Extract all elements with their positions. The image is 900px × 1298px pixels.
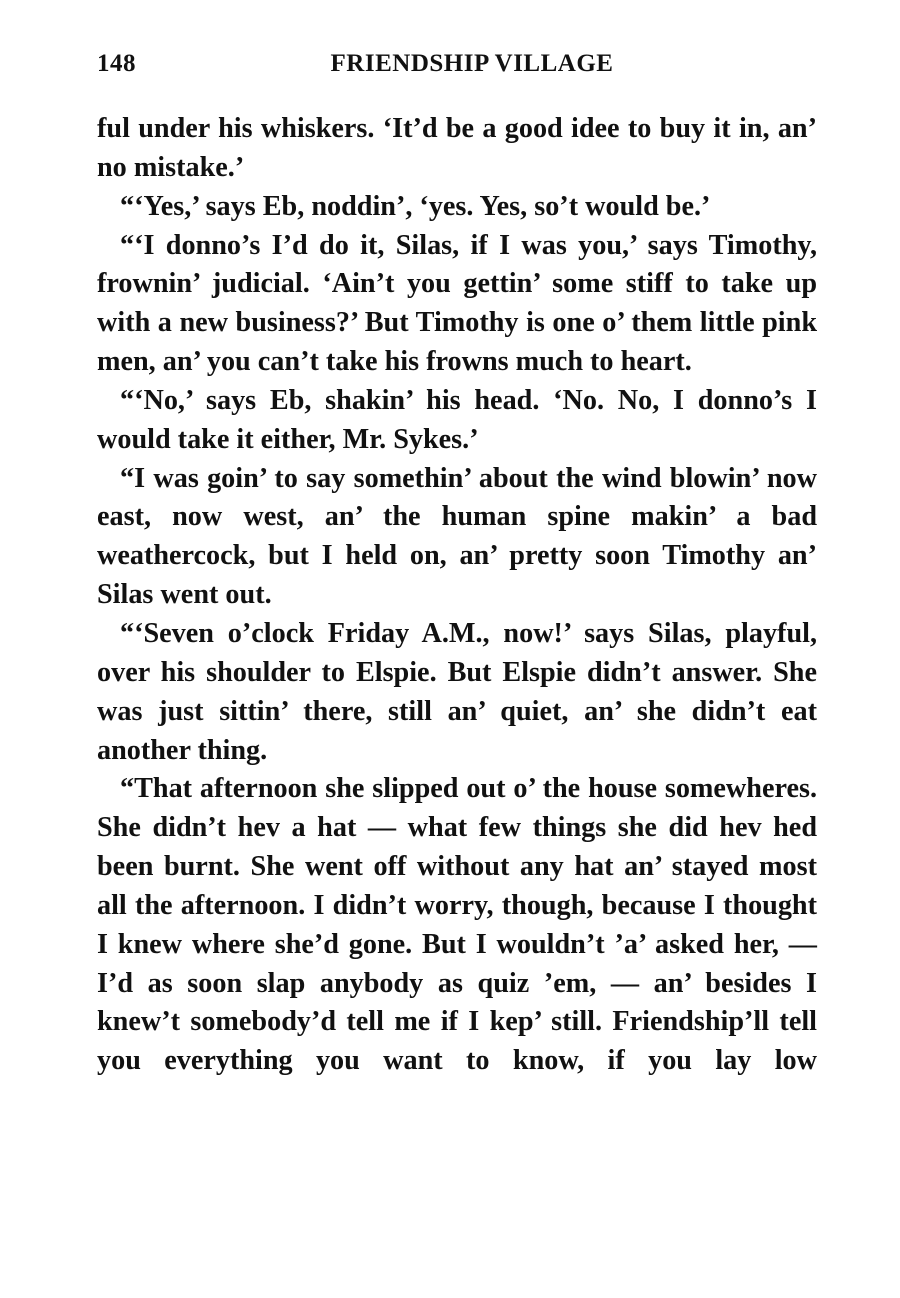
paragraph: “‘I donno’s I’d do it, Silas, if I was you,’ says Timothy, frownin’ judicial. ‘Ain’t you gettin’ some stiff to take up with a new business?’ But Timothy is one o’ them little pink men, an’ you can’t take his frowns much to heart. xyxy=(97,229,817,378)
paragraph: “That afternoon she slipped out o’ the house somewheres. She didn’t hev a hat — what few things she did hev hed been burnt. She went off without any hat an’ stayed most all the afternoon. I didn’t worry, though, because I thought I knew where she’d gone. But I wouldn’t ’a’ asked her, — I’d as soon slap anybody as quiz ’em, — an’ besides I knew’t somebody’d tell me if I kep’ still. Friendship’ll tell you everything you want to know, if you lay low xyxy=(97,773,817,1077)
body-text xyxy=(97,110,817,1081)
paragraph-continued: ful under his whiskers. ‘It’d be a good idee to buy it in, an’ no mistake.’ xyxy=(97,113,817,183)
paragraph: “‘Seven o’clock Friday A.M., now!’ says Silas, playful, over his shoulder to Elspie. But Elspie didn’t answer. She was just sittin’ there, still an’ quiet, an’ she didn’t eat another thing. xyxy=(97,617,817,766)
paragraph: “I was goin’ to say somethin’ about the wind blowin’ now east, now west, an’ the human spine makin’ a bad weathercock, but I held on, an’ pretty soon Timothy an’ Silas went out. xyxy=(97,462,817,611)
paragraph: “‘No,’ says Eb, shakin’ his head. ‘No. No, I donno’s I would take it either, Mr. Sykes.’ xyxy=(97,384,817,455)
page-number: 148 xyxy=(97,50,136,77)
running-title: FRIENDSHIP VILLAGE xyxy=(330,50,614,77)
running-head xyxy=(97,46,817,86)
book-page xyxy=(97,46,817,1081)
paragraph: “‘Yes,’ says Eb, noddin’, ‘yes. Yes, so’t would be.’ xyxy=(120,190,711,222)
